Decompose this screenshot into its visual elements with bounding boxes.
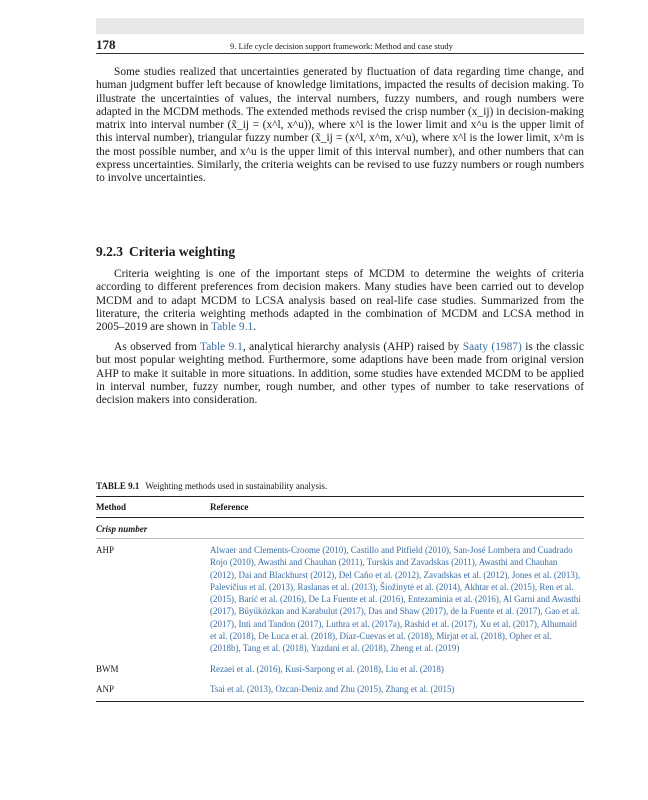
- table-bottom-rule: [96, 701, 584, 702]
- row-references[interactable]: Rezaei et al. (2016), Kusi-Sarpong et al. (2018), Liu et al. (2018): [210, 663, 444, 674]
- table-caption-text: Weighting methods used in sustainability analysis.: [145, 481, 328, 491]
- row-references[interactable]: Alwaer and Clements-Croome (2010), Castillo and Pitfield (2010), San-José Lombera and Cuadrado Rojo (2010), Awasthi and Chauhan (2011), Turskis and Zavadskas (2011), Awasthi and Chauhan (2012), Dai and Blackhurst (2012), Del Caño et al. (2012), Zavadskas et al. (2012), Jones et al. (2013), Palevičius et al. (2013), Raslanas et al. (2013), Šiožinytė et al. (2014), Akhtar et al. (2015), Ren et al. (2015), Barić et al. (2016), De La Fuente et al. (2016), Entezaminia et al. (2016), Al Garni and Awasthi (2017), Büyüközkan and Karabulut (2017), Das and Shaw (2017), de la Fuente et al. (2017), Gao et al. (2017), Inti and Tandon (2017), Luthra et al. (2017a), Rashid et al. (2017), Xu et al. (2017), Alhumaid et al. (2018), De Luca et al. (2018), Díaz-Cuevas et al. (2018), Mirjat et al. (2018), Opher et al. (2018b), Tang et al. (2018), Yazdani et al. (2018), Zheng et al. (2019): [210, 545, 581, 654]
- para2-text-a: As observed from: [114, 341, 201, 353]
- header-band: [96, 18, 584, 34]
- para2-text-b: , analytical hierarchy analysis (AHP) raised by: [242, 341, 463, 353]
- header-reference: Reference: [210, 502, 249, 512]
- table-row: [96, 663, 584, 675]
- table-row: [96, 544, 584, 655]
- table-label: TABLE 9.1: [96, 481, 140, 491]
- para1-end: .: [253, 321, 257, 334]
- table-row: [96, 683, 584, 695]
- header-rule: [96, 53, 584, 54]
- weighting-methods-table: [96, 496, 584, 702]
- row-method: AHP: [96, 545, 115, 555]
- page-number: 178: [96, 37, 116, 52]
- table-9-1-link-2[interactable]: Table 9.1: [200, 341, 243, 353]
- table-9-1-link[interactable]: Table 9.1: [210, 321, 254, 334]
- row-method: ANP: [96, 683, 115, 694]
- para1-text: Criteria weighting is one of the important steps of MCDM to determine the weights of criteria according to different preferences from decision makers. Many studies have been carried out to develop MCDM and to adapt MCDM to LCSA analysis based on real-life case studies. Summarized from the literature, the criteria weighting methods adapted in the combination of MCDM and LCSA method in 2005–2019 are shown in: [96, 268, 584, 334]
- table-group-row: Crisp number: [96, 518, 584, 539]
- section-paragraph-1: [96, 268, 584, 334]
- running-head: 9. Life cycle decision support framework: Method and case study: [230, 41, 453, 51]
- header-method: Method: [96, 502, 126, 512]
- section-title: Criteria weighting: [129, 244, 236, 259]
- row-references[interactable]: Tsai et al. (2013), Ozcan-Deniz and Zhu (2015), Zhang et al. (2015): [210, 683, 455, 694]
- section-number: 9.2.3: [96, 244, 123, 259]
- intro-paragraph: [96, 66, 584, 186]
- section-heading: [96, 244, 235, 260]
- row-method: BWM: [96, 663, 119, 674]
- table-caption: [96, 481, 327, 491]
- saaty-citation-link[interactable]: Saaty (1987): [462, 341, 522, 353]
- section-paragraph-2: [96, 341, 584, 407]
- para2-text-c: is the classic but most popular weighting method. Furthermore, some adaptions have been made from original version AHP to make it suitable in more situations. In addition, some studies have extended MCDM to be applied in interval number, fuzzy number, rough number, and other types of number to take reservations of decision makers into consideration.: [96, 341, 584, 407]
- table-header-row: [96, 497, 584, 518]
- intro-text: Some studies realized that uncertainties generated by fluctuation of data regarding time change, and human judgment buffer left because of knowledge limitations, impacted the results of decision making. To illustrate the uncertainties of values, the interval numbers, fuzzy numbers, and rough numbers were adapted in the MCDM methods. The extended methods revised the crisp number (x_ij) in decision-making matrix into interval number (x̃_ij = (x^l, x^u)), where x^l is the lower limit and x^u is the upper limit of this interval number), triangular fuzzy number (x̃_ij = (x^l, x^m, x^u), where x^l is the lower limit, x^m is the most possible number, and x^u is the upper limit of this interval number), and other numbers that can express uncertainties. Similarly, the criteria weights can be revised to use fuzzy numbers or rough numbers to involve uncertainties.: [96, 66, 584, 185]
